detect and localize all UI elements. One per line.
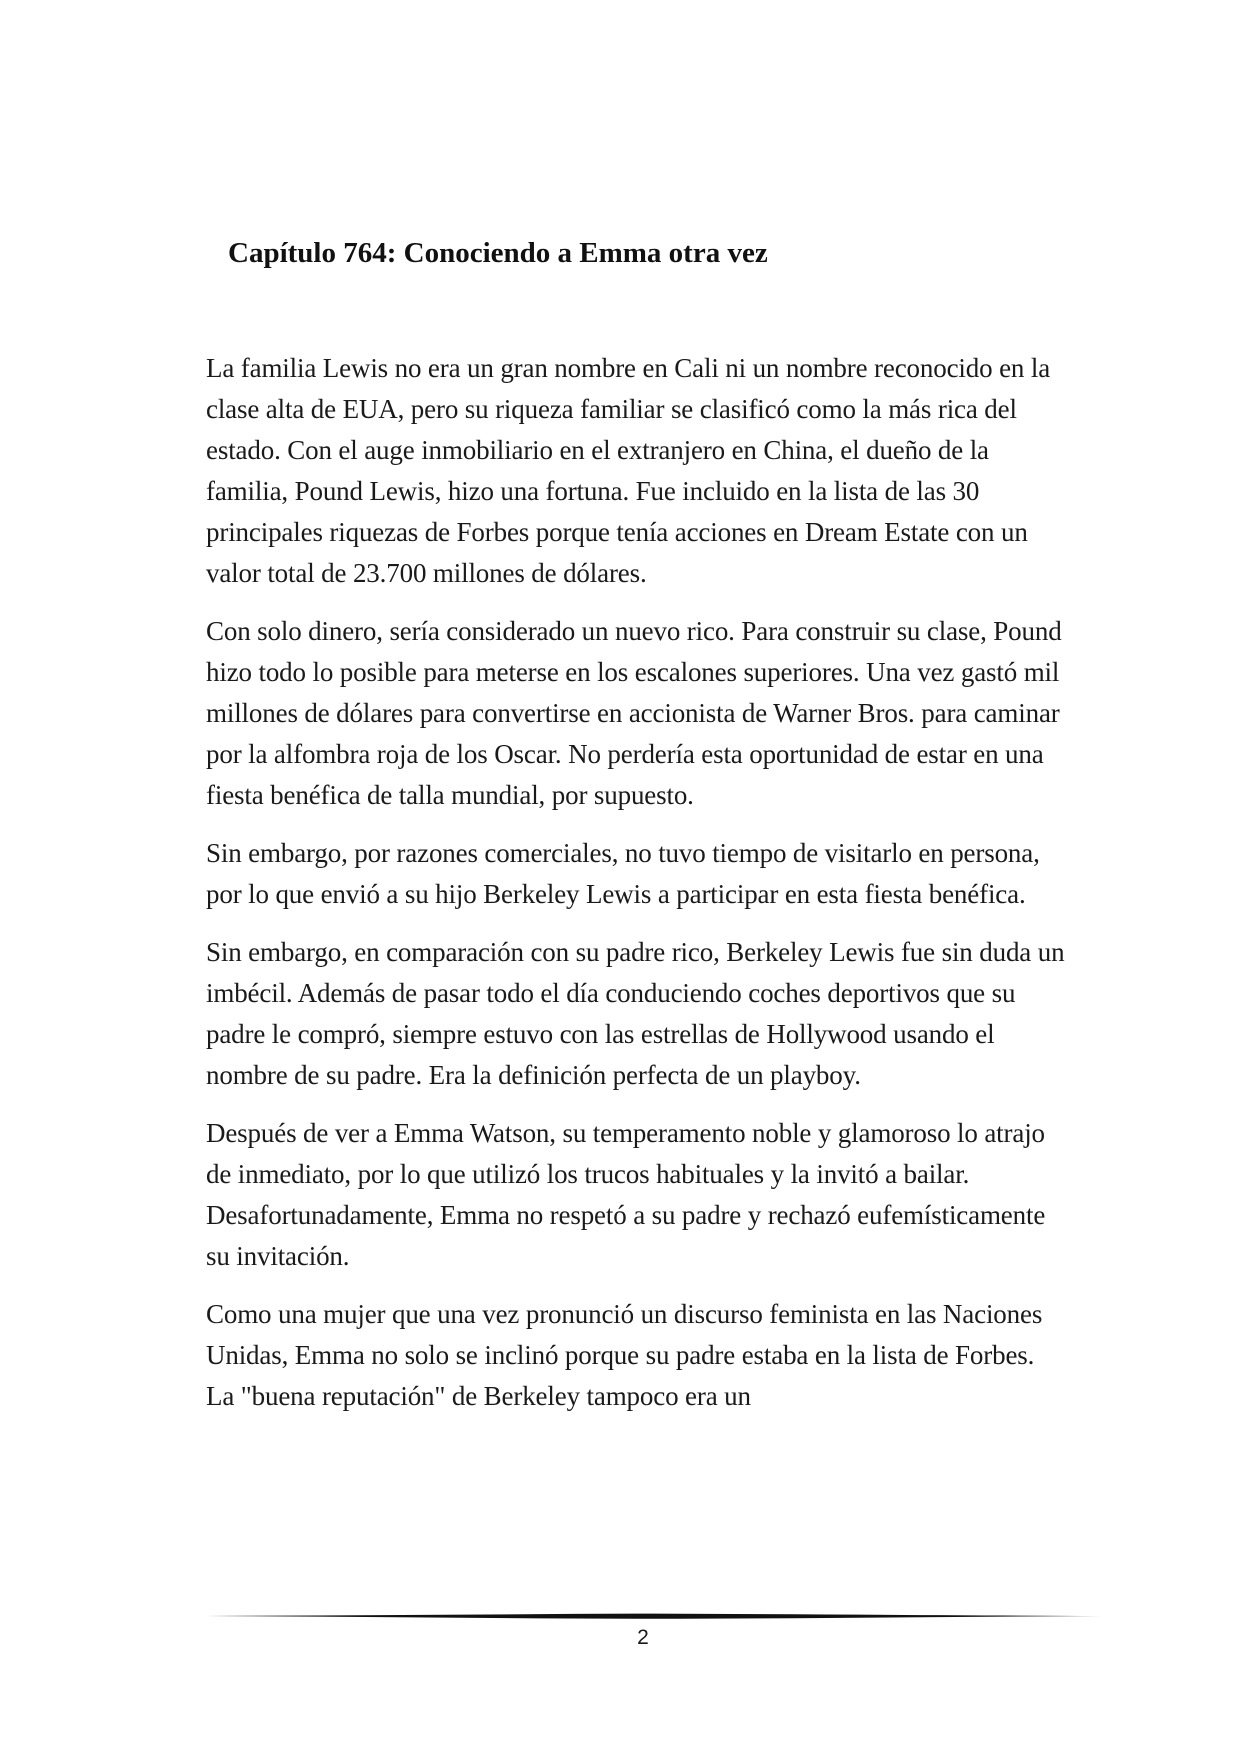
paragraph: Como una mujer que una vez pronunció un discurso feminista en las Naciones Unidas, Emma no solo se inclinó porque su padre estaba en la lista de Forbes. La "buena reputación" de Berkeley tampoco era un [206,1299,1043,1411]
footer-divider [206,1612,1101,1620]
paragraph: La familia Lewis no era un gran nombre en Cali ni un nombre reconocido en la clase alta de EUA, pero su riqueza familiar se clasificó como la más rica del estado. Con el auge inmobiliario en el extranjero en China, el dueño de la familia, Pound Lewis, hizo una fortuna. Fue incluido en la lista de las 30 principales riquezas de Forbes porque tenía acciones en Dream Estate con un valor total de 23.700 millones de dólares. [206,353,1051,588]
paragraph: Con solo dinero, sería considerado un nuevo rico. Para construir su clase, Pound hizo todo lo posible para meterse en los escalones superiores. Una vez gastó mil millones de dólares para convertirse en accionista de Warner Bros. para caminar por la alfombra roja de los Oscar. No perdería esta oportunidad de estar en una fiesta benéfica de talla mundial, por supuesto. [206,616,1062,810]
chapter-title: Capítulo 764: Conociendo a Emma otra vez [228,237,768,269]
page-number: 2 [637,1626,649,1649]
paragraph: Sin embargo, en comparación con su padre rico, Berkeley Lewis fue sin duda un imbécil. Además de pasar todo el día conduciendo coches deportivos que su padre le compró, siempre estuvo con las estrellas de Hollywood usando el nombre de su padre. Era la definición perfecta de un playboy. [206,937,1065,1090]
body-text [206,348,1066,1434]
paragraph: Sin embargo, por razones comerciales, no tuvo tiempo de visitarlo en persona, por lo que envió a su hijo Berkeley Lewis a participar en esta fiesta benéfica. [206,838,1040,909]
paragraph: Después de ver a Emma Watson, su temperamento noble y glamoroso lo atrajo de inmediato, por lo que utilizó los trucos habituales y la invitó a bailar. Desafortunadamente, Emma no respetó a su padre y rechazó eufemísticamente su invitación. [206,1118,1046,1271]
